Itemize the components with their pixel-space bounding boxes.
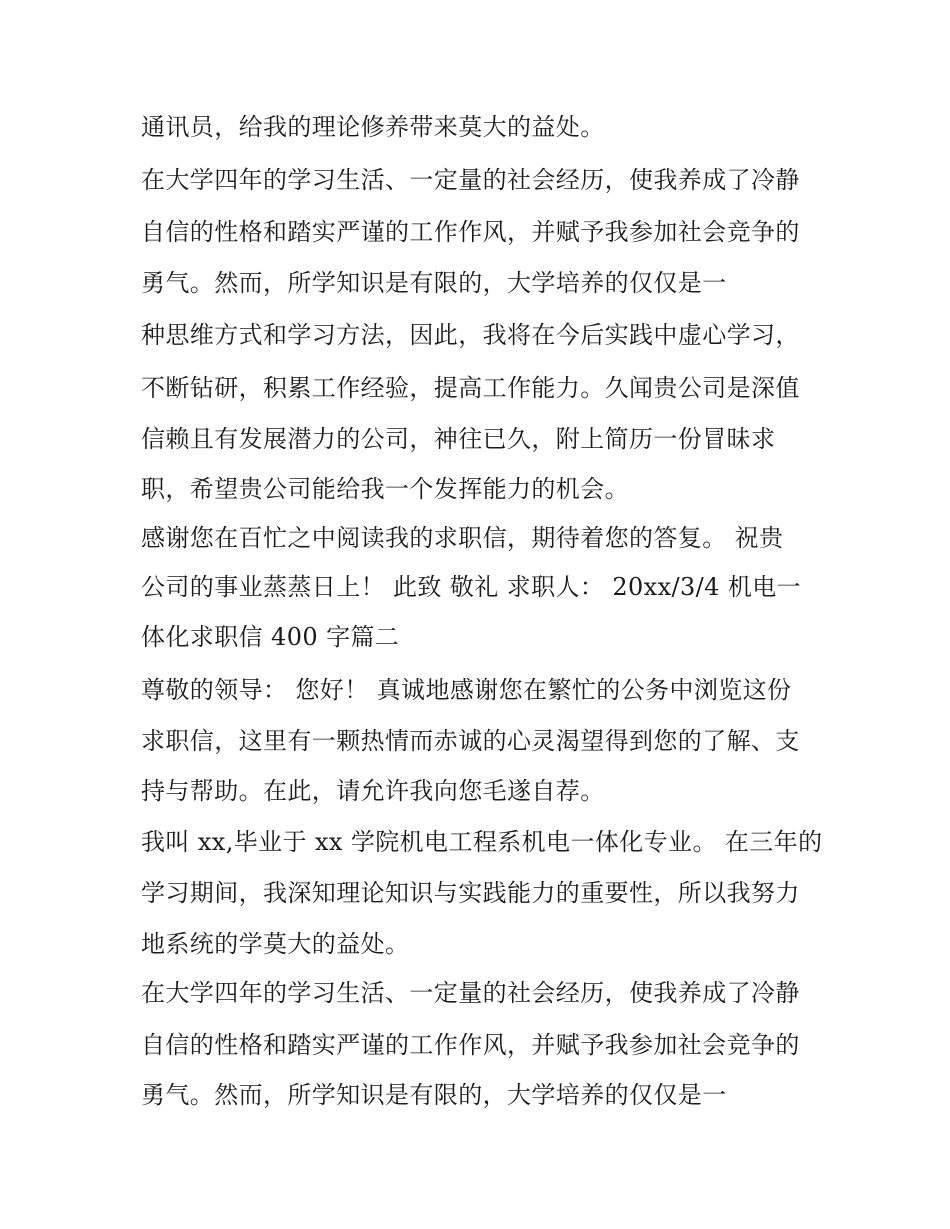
text-line: 体化求职信 400 字篇二 bbox=[141, 623, 400, 651]
text-line: 自信的性格和踏实严谨的工作作风，并赋予我参加社会竞争的 bbox=[141, 218, 800, 246]
text-line: 信赖且有发展潜力的公司，神往已久，附上简历一份冒昧求 bbox=[141, 425, 776, 453]
text-line: 勇气。然而，所学知识是有限的，大学培养的仅仅是一 bbox=[141, 269, 727, 297]
text-line: 感谢您在百忙之中阅读我的求职信，期待着您的答复。 祝贵 bbox=[141, 524, 784, 552]
text-line: 职，希望贵公司能给我一个发挥能力的机会。 bbox=[141, 475, 629, 503]
text-line: 通讯员，给我的理论修养带来莫大的益处。 bbox=[141, 113, 605, 141]
text-line: 在大学四年的学习生活、一定量的社会经历，使我养成了冷静 bbox=[141, 166, 800, 194]
text-line: 种思维方式和学习方法，因此，我将在今后实践中虚心学习， bbox=[141, 321, 800, 349]
text-line: 尊敬的领导： 您好！ 真诚地感谢您在繁忙的公务中浏览这份 bbox=[141, 676, 792, 704]
text-line: 地系统的学莫大的益处。 bbox=[141, 930, 410, 958]
text-line: 在大学四年的学习生活、一定量的社会经历，使我养成了冷静 bbox=[141, 979, 800, 1007]
text-line: 自信的性格和踏实严谨的工作作风，并赋予我参加社会竞争的 bbox=[141, 1031, 800, 1059]
text-line: 求职信，这里有一颗热情而赤诚的心灵渴望得到您的了解、支 bbox=[141, 727, 800, 755]
text-line: 学习期间，我深知理论知识与实践能力的重要性，所以我努力 bbox=[141, 879, 800, 907]
text-line: 公司的事业蒸蒸日上！ 此致 敬礼 求职人： 20xx/3/4 机电一 bbox=[141, 573, 802, 601]
text-line: 勇气。然而，所学知识是有限的，大学培养的仅仅是一 bbox=[141, 1081, 727, 1109]
text-line: 我叫 xx,毕业于 xx 学院机电工程系机电一体化专业。 在三年的 bbox=[141, 828, 823, 856]
text-line: 持与帮助。在此，请允许我向您毛遂自荐。 bbox=[141, 777, 605, 805]
text-line: 不断钻研，积累工作经验，提高工作能力。久闻贵公司是深值 bbox=[141, 374, 800, 402]
